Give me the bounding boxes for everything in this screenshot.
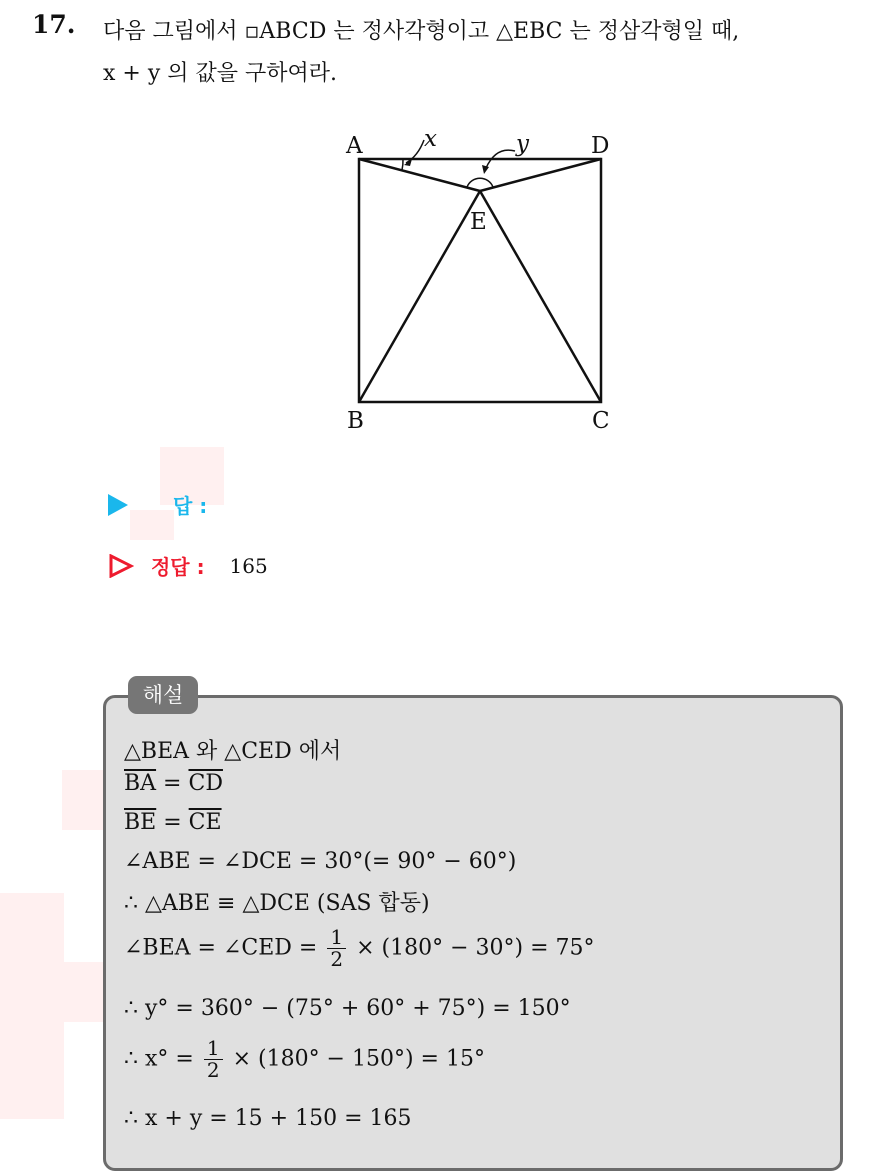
question-text-line-2: x + y 의 값을 구하여라. xyxy=(103,61,337,86)
answer-prompt-row xyxy=(108,490,207,519)
line-8-prefix: ∴ x° = xyxy=(124,1046,194,1072)
segment-ae xyxy=(359,159,480,191)
fraction-denominator: 2 xyxy=(206,1058,220,1082)
solution-line-2 xyxy=(124,771,223,796)
label-d: D xyxy=(591,133,610,159)
label-y: y xyxy=(516,131,529,157)
correct-answer-label: 정답 : xyxy=(150,555,205,579)
solution-line-4: ∠ABE = ∠DCE = 30°(= 90° − 60°) xyxy=(124,849,517,874)
square-abcd xyxy=(359,159,601,402)
segment-cd: $\overline{CD}$ xyxy=(188,771,223,796)
label-e: E xyxy=(470,209,487,235)
angle-x-arc xyxy=(402,159,403,170)
fraction-one-half xyxy=(204,1038,223,1081)
fraction-numerator: 1 xyxy=(327,927,346,949)
equals-sign: = xyxy=(156,810,189,835)
solution-line-6 xyxy=(124,927,595,970)
solution-line-5: ∴ △ABE ≡ △DCE (SAS 합동) xyxy=(124,891,430,916)
question-number: 17. xyxy=(32,10,76,39)
fraction-denominator: 2 xyxy=(330,947,344,971)
filled-triangle-icon xyxy=(108,494,128,516)
solution-line-7: ∴ y° = 360° − (75° + 60° + 75°) = 150° xyxy=(124,996,571,1021)
background-mark xyxy=(62,962,104,1022)
segment-be xyxy=(359,191,480,402)
solution-line-8 xyxy=(124,1038,485,1081)
line-8-suffix: × (180° − 150°) = 15° xyxy=(232,1046,485,1072)
solution-line-9: ∴ x + y = 15 + 150 = 165 xyxy=(124,1106,412,1131)
y-arrowhead xyxy=(482,165,489,174)
angle-y-arc xyxy=(467,178,493,187)
equals-sign: = xyxy=(156,771,189,796)
correct-answer-row xyxy=(108,551,268,580)
outline-triangle-icon xyxy=(108,554,134,578)
geometry-figure xyxy=(330,118,630,438)
solution-line-3 xyxy=(124,810,222,835)
fraction-numerator: 1 xyxy=(204,1038,223,1060)
segment-be: $\overline{BE}$ xyxy=(124,810,157,835)
label-a: A xyxy=(346,133,363,159)
background-mark xyxy=(62,770,104,830)
correct-answer-value: 165 xyxy=(229,553,268,578)
segment-ba: $\overline{BA}$ xyxy=(124,771,157,796)
solution-tag: 해설 xyxy=(128,676,198,714)
segment-de xyxy=(480,159,601,191)
fraction-one-half xyxy=(327,927,346,970)
segment-ce xyxy=(480,191,601,402)
answer-prompt-label: 답 : xyxy=(172,494,208,518)
line-6-prefix: ∠BEA = ∠CED = xyxy=(124,935,318,961)
question-text-line-1: 다음 그림에서 ▫ABCD 는 정사각형이고 △EBC 는 정삼각형일 때, xyxy=(103,19,740,44)
label-b: B xyxy=(347,408,364,434)
solution-line-1: △BEA 와 △CED 에서 xyxy=(124,739,342,764)
background-mark xyxy=(0,893,64,1119)
label-x: x xyxy=(424,126,437,152)
line-6-suffix: × (180° − 30°) = 75° xyxy=(356,935,595,961)
label-c: C xyxy=(592,408,610,434)
segment-ce: $\overline{CE}$ xyxy=(188,810,222,835)
